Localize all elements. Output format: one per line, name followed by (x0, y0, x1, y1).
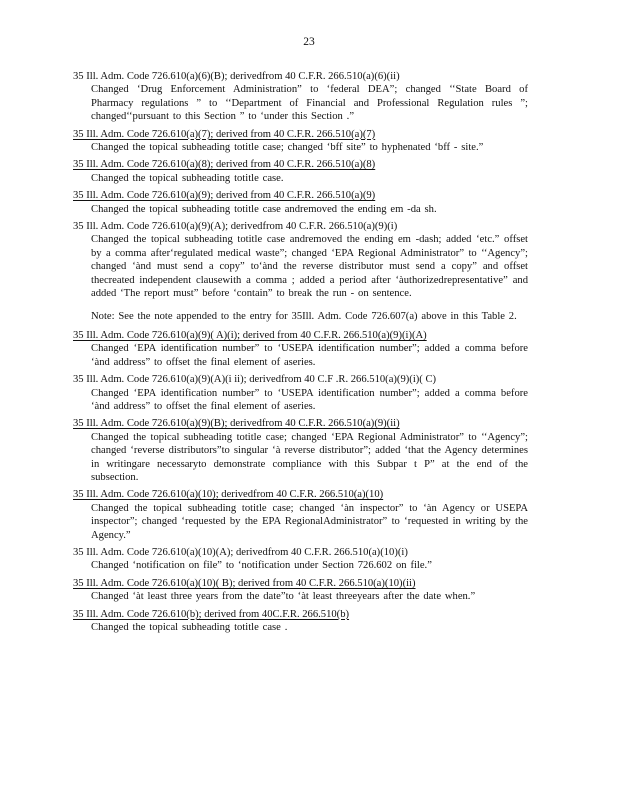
entry-description: Changed the topical subheading totitle case. (91, 172, 284, 184)
entry-726-610-a9a (73, 220, 528, 300)
table-note: Note: See the note appended to the entry for 35Ill. Adm. Code 726.607(a) above in this Table 2. (91, 310, 517, 322)
entry-description: Changed ‘notification on file” to ‘notification under Section 726.602 on file.” (91, 560, 432, 572)
entry-726-610-a9ai (73, 329, 528, 369)
entry-726-610-a9b (73, 417, 528, 484)
entry-726-610-a9 (73, 189, 528, 216)
entry-726-610-a8 (73, 158, 528, 185)
entry-description: Changed ‘EPA identification number” to ‘USEPA identification number”; added a comma before ‘ànd address” to offset the final element of aseries. (91, 387, 528, 412)
entry-726-610-a9aiii (73, 373, 528, 413)
entry-citation: 35 Ill. Adm. Code 726.610(a)(8); derived from 40 C.F.R. 266.510(a)(8) (73, 159, 376, 171)
entry-description: Changed the topical subheading totitle case; changed ‘EPA Regional Administrator” to ‘‘Agency”; changed ‘reverse distributors”to singular ‘à reverse distributor”; added ‘that the Agency determines in writingare necessaryto demonstrate compliance with this Subpar t P” at the end of the subsection. (91, 431, 528, 483)
entry-citation: 35 Ill. Adm. Code 726.610(a)(7); derived from 40 C.F.R. 266.510(a)(7) (73, 128, 376, 140)
page-number: 23 (303, 36, 315, 48)
entry-citation: 35 Ill. Adm. Code 726.610(b); derived from 40C.F.R. 266.510(b) (73, 608, 350, 620)
entry-citation: 35 Ill. Adm. Code 726.610(a)(10)( B); derived from 40 C.F.R. 266.510(a)(10)(ii) (73, 577, 416, 589)
entry-citation: 35 Ill. Adm. Code 726.610(a)(9)( A)(i); derived from 40 C.F.R. 266.510(a)(9)(i)(A) (73, 329, 427, 341)
table-entries (73, 70, 528, 638)
entry-description: Changed the topical subheading totitle case; changed ‘bff site” to hyphenated ‘bff - site.” (91, 142, 484, 154)
entry-description: Changed ‘Drug Enforcement Administration” to ‘federal DEA”; changed ‘‘State Board of Pharmacy regulations ” to ‘‘Department of Financial and Professional Regulation rules ”; changed‘‘pursuant to this Section ” to ‘under this Section .” (91, 84, 528, 123)
entry-citation: 35 Ill. Adm. Code 726.610(a)(9)(A); derivedfrom 40 C.F.R. 266.510(a)(9)(i) (73, 221, 398, 233)
entry-726-610-a10a (73, 546, 528, 573)
entry-description: Changed ‘EPA identification number” to ‘USEPA identification number”; added a comma before ‘ànd address” to offset the final element of aseries. (91, 343, 528, 368)
entry-726-610-b (73, 608, 528, 635)
entry-726-610-a10 (73, 488, 528, 542)
entry-description: Changed the topical subheading totitle case andremoved the ending em -dash; added ‘etc.” offset by a comma after‘regulated medical waste”; changed ‘EPA Regional Administrator” to ‘‘Agency”; changed ‘ànd must send a copy” to‘ànd the reverse distributor must send a copy” and offset thecreated independent clausewith a comma ; added a period after ‘àuthorizedrepresentative” and added ‘The report must” before ‘contain” to break the run - on sentence. (91, 234, 528, 300)
entry-description: Changed the topical subheading totitle case andremoved the ending em -da sh. (91, 203, 437, 215)
entry-citation: 35 Ill. Adm. Code 726.610(a)(10)(A); derivedfrom 40 C.F.R. 266.510(a)(10)(i) (73, 547, 408, 558)
entry-citation: 35 Ill. Adm. Code 726.610(a)(9)(B); derivedfrom 40 C.F.R. 266.510(a)(9)(ii) (73, 418, 400, 430)
entry-citation: 35 Ill. Adm. Code 726.610(a)(9); derived from 40 C.F.R. 266.510(a)(9) (73, 190, 376, 202)
entry-726-610-a6b (73, 70, 528, 124)
entry-726-610-a10b (73, 577, 528, 604)
entry-citation: 35 Ill. Adm. Code 726.610(a)(6)(B); derivedfrom 40 C.F.R. 266.510(a)(6)(ii) (73, 71, 400, 82)
entry-citation: 35 Ill. Adm. Code 726.610(a)(9)(A)(i ii); derivedfrom 40 C.F .R. 266.510(a)(9)(i)( C) (73, 374, 437, 386)
entry-726-610-a7 (73, 128, 528, 155)
entry-description: Changed ‘àt least three years from the date”to ‘àt least threeyears after the date when.” (91, 591, 476, 603)
entry-description: Changed the topical subheading totitle case; changed ‘àn inspector” to ‘àn Agency or USEPA inspector”; changed ‘requested by the EPA RegionalAdministrator” to ‘requested in writing by the Agency.” (91, 502, 528, 541)
entry-citation: 35 Ill. Adm. Code 726.610(a)(10); derivedfrom 40 C.F.R. 266.510(a)(10) (73, 489, 384, 501)
entry-description: Changed the topical subheading totitle case . (91, 622, 288, 634)
